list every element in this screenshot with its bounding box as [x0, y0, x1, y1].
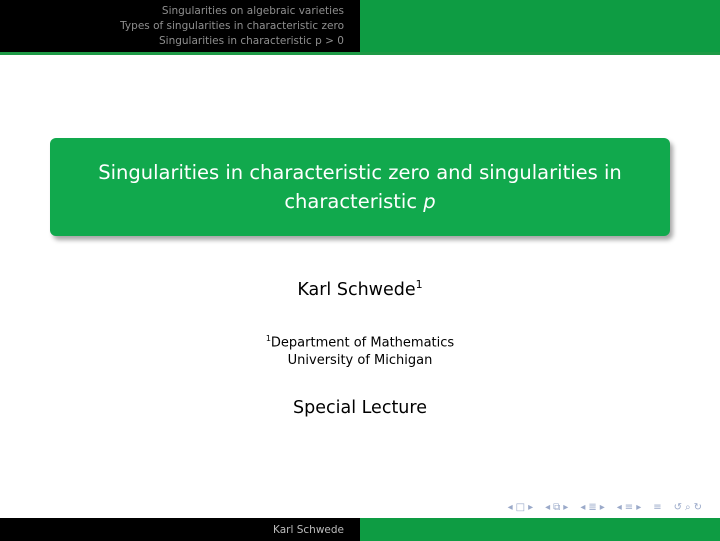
nav-appendix-icon[interactable]: ≡	[653, 502, 662, 513]
footer-right-panel	[360, 518, 720, 541]
university: University of Michigan	[287, 353, 433, 369]
author-name: Karl Schwede	[297, 279, 416, 300]
affiliation-mark: 1	[265, 334, 271, 343]
affiliation	[0, 330, 720, 370]
nav-next-frame-icon[interactable]: ▸	[563, 502, 569, 513]
section-link-algebraic-varieties[interactable]: Singularities on algebraic varieties	[161, 4, 344, 17]
section-link-characteristic-zero[interactable]: Types of singularities in characteristic zero	[120, 19, 344, 32]
author	[0, 278, 720, 300]
nav-section-icon[interactable]: ≡	[624, 502, 634, 513]
author-affiliation-mark: 1	[415, 278, 423, 291]
title-variable-p: p	[423, 190, 436, 213]
section-nav	[0, 0, 360, 52]
nav-next-slide-icon[interactable]: ▸	[528, 502, 534, 513]
title-line-1: Singularities in characteristic zero and singularities in	[98, 161, 622, 184]
section-link-characteristic-p[interactable]: Singularities in characteristic p > 0	[159, 34, 344, 47]
department: Department of Mathematics	[270, 335, 455, 351]
nav-zoom-icon[interactable]: ⌕	[685, 502, 691, 513]
footer-left-panel	[0, 518, 360, 541]
event-name: Special Lecture	[293, 398, 427, 418]
nav-slide-icon[interactable]: □	[515, 502, 526, 513]
nav-subsection-icon[interactable]: ≣	[588, 502, 597, 513]
nav-prev-subsection-icon[interactable]: ◂	[580, 502, 586, 513]
nav-frame-icon[interactable]: ⧉	[553, 502, 561, 513]
beamer-navigation	[508, 501, 702, 515]
slide-title	[98, 158, 622, 216]
title-line-2-prefix: characteristic	[284, 190, 424, 213]
header-green-panel	[360, 0, 720, 52]
nav-next-subsection-icon[interactable]: ▸	[599, 502, 605, 513]
nav-back-icon[interactable]: ↻	[693, 502, 702, 513]
nav-search-icon[interactable]: ↺	[673, 502, 682, 513]
nav-prev-slide-icon[interactable]: ◂	[507, 502, 513, 513]
title-block	[50, 138, 670, 236]
header-divider	[0, 52, 720, 55]
footer-bar	[0, 518, 720, 541]
nav-next-section-icon[interactable]: ▸	[636, 502, 642, 513]
nav-prev-section-icon[interactable]: ◂	[616, 502, 622, 513]
footer-author: Karl Schwede	[273, 523, 344, 536]
nav-prev-frame-icon[interactable]: ◂	[545, 502, 551, 513]
